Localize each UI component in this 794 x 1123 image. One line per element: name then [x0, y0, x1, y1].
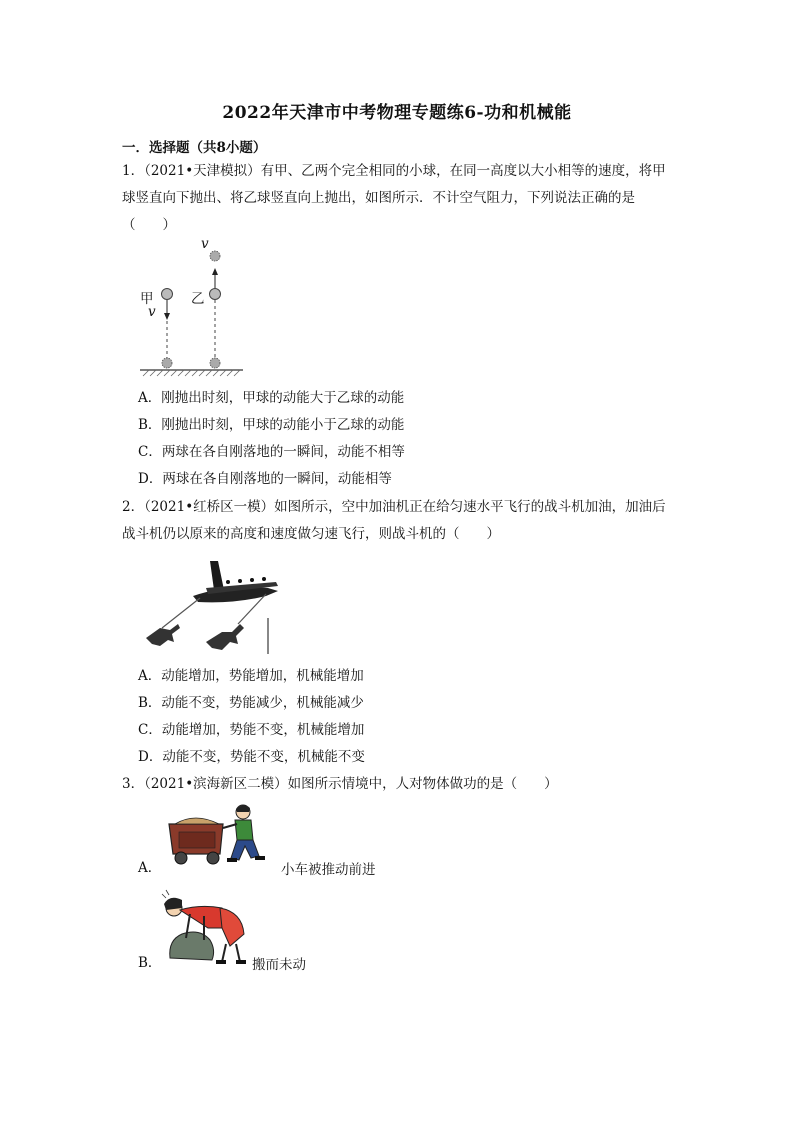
- q2-option-a: A．动能增加，势能增加，机械能增加: [138, 668, 364, 684]
- q2-aircraft-refueling-image: [138, 558, 283, 656]
- question-1-line-1: 1．（2021•天津模拟）有甲、乙两个完全相同的小球，在同一高度以大小相等的速度，将甲: [122, 163, 666, 179]
- q1-option-d: D．两球在各自刚落地的一瞬间，动能相等: [138, 471, 392, 487]
- q1-option-c: C．两球在各自刚落地的一瞬间，动能不相等: [138, 444, 405, 460]
- q2-option-d: D．动能不变，势能不变，机械能不变: [138, 749, 365, 765]
- question-2-line-2: 战斗机仍以原来的高度和速度做匀速飞行，则战斗机的（ ）: [122, 526, 500, 542]
- q3-option-a-letter: A．: [138, 860, 162, 876]
- q3-option-a-caption: 小车被推动前进: [281, 862, 376, 878]
- q3-option-b-caption: 搬而未动: [252, 957, 306, 973]
- q3-cart-pushing-image: [165, 802, 277, 870]
- ball-label-yi: 乙: [191, 291, 205, 307]
- question-1-line-3: （ ）: [122, 217, 176, 233]
- question-1-line-2: 球竖直向下抛出、将乙球竖直向上抛出，如图所示．不计空气阻力，下列说法正确的是: [122, 190, 635, 206]
- velocity-label-jia: v: [148, 304, 156, 320]
- velocity-label-yi: v: [201, 236, 209, 252]
- question-2-line-1: 2．（2021•红桥区一模）如图所示，空中加油机正在给匀速水平飞行的战斗机加油，加油后: [122, 499, 666, 515]
- q3-option-b-letter: B．: [138, 955, 162, 971]
- question-3-line-1: 3．（2021•滨海新区二模）如图所示情境中，人对物体做功的是（ ）: [122, 776, 558, 792]
- page-title: 2022年天津市中考物理专题练6-功和机械能: [222, 103, 572, 123]
- q1-option-a: A．刚抛出时刻，甲球的动能大于乙球的动能: [138, 390, 405, 406]
- section-heading: 一．选择题（共8小题）: [122, 140, 267, 156]
- q3-lifting-rock-image: [160, 888, 252, 968]
- ball-label-jia: 甲: [140, 291, 154, 307]
- q1-option-b: B．刚抛出时刻，甲球的动能小于乙球的动能: [138, 417, 405, 433]
- q2-option-b: B．动能不变，势能减少，机械能减少: [138, 695, 364, 711]
- q2-option-c: C．动能增加，势能不变，机械能增加: [138, 722, 365, 738]
